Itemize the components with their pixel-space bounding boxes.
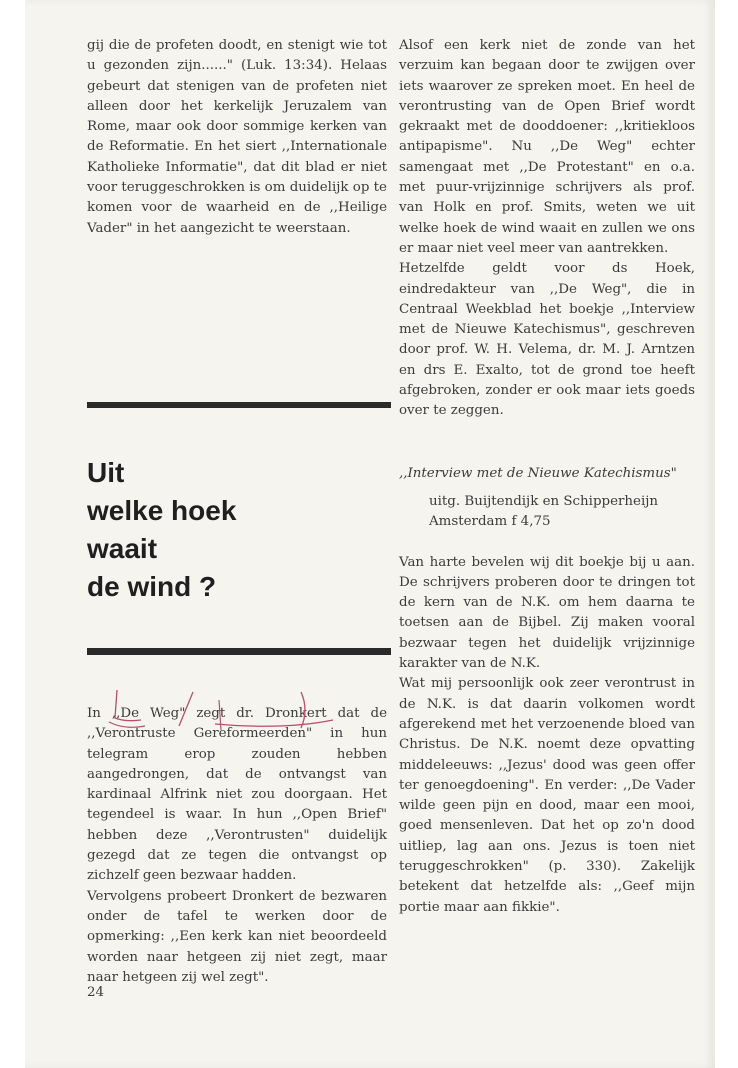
article-paragraph: Wat mij persoonlijk ook zeer verontrust in de N.K. is dat daarin volkomen wordt afgerekend met het verzoenende bloed van Christus. De N.K. noemt deze opvatting middeleeuws: ,,Jezus' dood was geen offer ter genoegdoening". En verder: ,,De Vader wilde geen pijn en dood, maar een mooi, goed mensenleven. Dat het op zo'n dood uitliep, lag aan ons. Jezus is toen niet teruggeschrokken" (p. 330). Zakelijk betekent dat hetzelfde als: ,,Geef mijn portie maar aan fikkie". (399, 676, 695, 915)
article-paragraph: Hetzelfde geldt voor ds Hoek, eindredakteur van ,,De Weg", die in Centraal Weekblad het boekje ,,Interview met de Nieuwe Katechismus", geschreven door prof. W. H. Velema, dr. M. J. Arntzen en drs E. Exalto, tot de grond toe heeft afgebroken, zonder er ook maar iets goeds over te zeggen. (399, 261, 695, 419)
headline-top-rule (87, 402, 391, 408)
page (25, 0, 715, 1068)
book-title: ,,Interview met de Nieuwe Katechismus" (399, 465, 677, 481)
article-headline (87, 454, 387, 606)
page-number: 24 (87, 985, 105, 1000)
headline-bottom-rule (87, 648, 391, 655)
publisher-price-line: Amsterdam f 4,75 (429, 514, 551, 530)
article-paragraph: Vervolgens probeert Dronkert de bezwaren onder de tafel te werken door de opmerking: ,,Een kerk kan niet beoordeeld worden naar hetgeen zij niet zegt, maar naar hetgeen zij wel zegt". (87, 888, 387, 985)
right-column (399, 36, 695, 918)
left-column-bottom (87, 704, 387, 988)
publisher-info (429, 492, 695, 533)
headline-line: de wind ? (87, 571, 217, 602)
headline-line: welke hoek (87, 495, 237, 526)
headline-line: Uit (87, 457, 125, 488)
article-paragraph: Alsof een kerk niet de zonde van het verzuim kan begaan door te zwijgen over iets waarover ze spreken moet. En heel de verontrusting van de Open Brief wordt gekraakt met de dooddoener: ,,kritiekloos antipapisme". Nu ,,De Weg" echter samengaat met ,,De Protestant" en o.a. met puur-vrijzinnige schrijvers als prof. van Holk en prof. Smits, weten we uit welke hoek de wind waait en zullen we ons er maar niet veel meer van aantrekken. (399, 38, 695, 256)
left-top-paragraph: gij die de profeten doodt, en stenigt wie tot u gezonden zijn......" (Luk. 13:34). Helaas gebeurt dat stenigen van de profeten niet alleen door het kerkelijk Jeruzalem van Rome, maar ook door sommige kerken van de Reformatie. En het siert ,,Internationale Katholieke Informatie", dat dit blad er niet voor teruggeschrokken is om duidelijk op te komen voor de waarheid en de ,,Heilige Vader" in het aangezicht te weerstaan. (87, 38, 387, 236)
left-column-top (87, 36, 387, 239)
publisher-line: uitg. Buijtendijk en Schipperheijn (429, 493, 659, 509)
headline-line: waait (87, 533, 158, 564)
article-paragraph: Van harte bevelen wij dit boekje bij u aan. De schrijvers proberen door te dringen tot de kern van de N.K. om hem daarna te toetsen aan de Bijbel. Zij maken vooral bezwaar tegen het duidelijk vrijzinnige karakter van de N.K. (399, 554, 695, 672)
article-paragraph: In ,,De Weg" zegt dr. Dronkert dat de ,,Verontruste Gereformeerden" in hun telegram erop zouden hebben aangedrongen, dat de ontvangst van kardinaal Alfrink niet zou doorgaan. Het tegendeel is waar. In hun ,,Open Brief" hebben deze ,,Verontrusten" duidelijk gezegd dat ze tegen die ontvangst op zichzelf geen bezwaar hadden. (87, 706, 387, 884)
